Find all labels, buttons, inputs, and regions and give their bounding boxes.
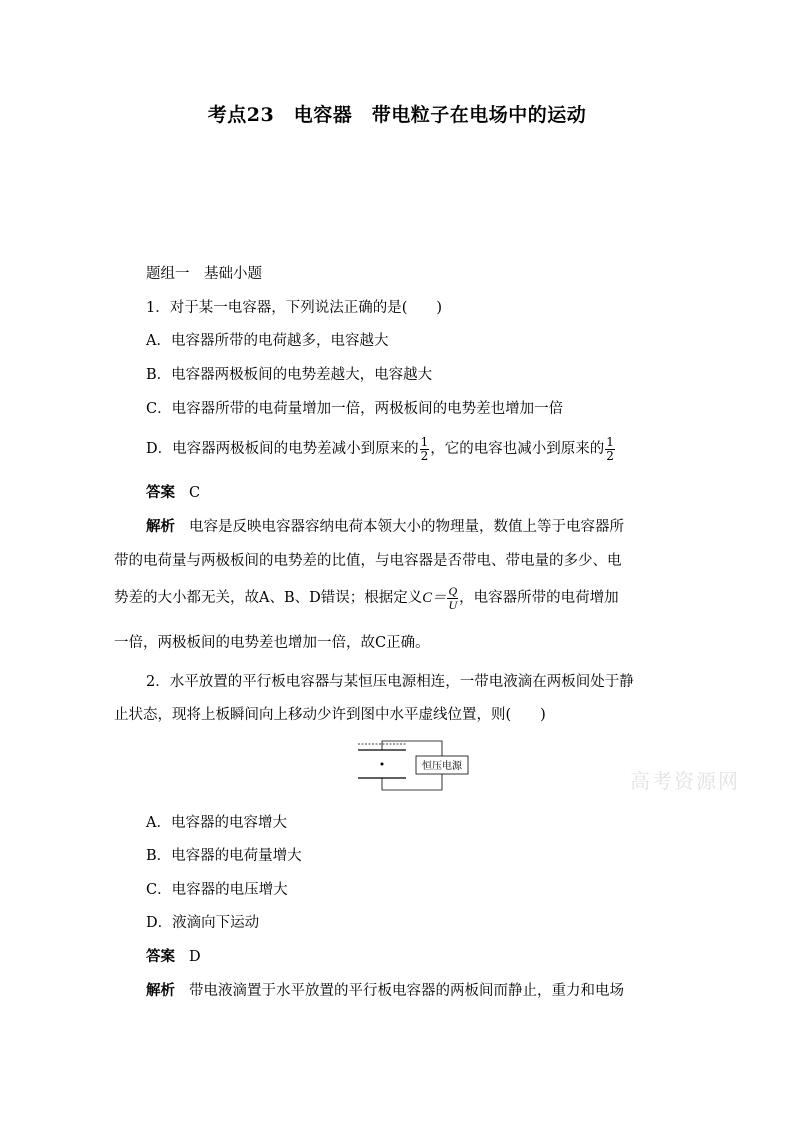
answer-value: D bbox=[189, 949, 201, 965]
answer-label: 答案 bbox=[146, 948, 175, 965]
formula-denominator: U bbox=[448, 597, 458, 612]
q2-option-c: C．电容器的电压增大 bbox=[146, 882, 288, 898]
q1-option-d bbox=[146, 432, 716, 466]
q1-analysis-line-2: 带的电荷量与两极板间的电势差的比值，与电容器是否带电、带电量的多少、电 bbox=[114, 553, 622, 569]
q1-stem: 1．对于某一电容器，下列说法正确的是( ) bbox=[146, 300, 443, 316]
fraction-one-half-2 bbox=[605, 436, 615, 463]
q1-answer bbox=[146, 483, 716, 503]
q2-stem-line-2: 止状态，现将上板瞬间向上移动少许到图中水平虚线位置，则( ) bbox=[114, 707, 546, 723]
q1-option-a: A．电容器所带的电荷越多，电容越大 bbox=[146, 333, 389, 349]
fraction-one-half bbox=[420, 436, 430, 463]
q2-option-d: D．液滴向下运动 bbox=[146, 915, 260, 931]
wire-bottom bbox=[382, 774, 442, 790]
q1-option-b: B．电容器两极板间的电势差越大，电容越大 bbox=[146, 367, 433, 383]
formula-c-equals: C＝ bbox=[422, 590, 447, 606]
q2-option-a: A．电容器的电容增大 bbox=[146, 815, 287, 831]
q2-answer bbox=[146, 947, 716, 967]
q1-option-d-text-2: ，它的电容也减小到原来的 bbox=[430, 441, 605, 457]
section-heading: 题组一 基础小题 bbox=[146, 266, 262, 282]
formula-numerator: Q bbox=[448, 583, 458, 598]
charged-droplet bbox=[381, 763, 384, 766]
answer-value: C bbox=[189, 485, 201, 501]
q2-stem-line-1: 2．水平放置的平行板电容器与某恒压电源相连，一带电液滴在两板间处于静 bbox=[146, 674, 634, 690]
fraction-denominator-2: 2 bbox=[606, 448, 614, 463]
q2-analysis-line-1 bbox=[146, 981, 716, 1001]
analysis-text: ，电容器所带的电荷增加 bbox=[459, 590, 619, 606]
q1-analysis-line-4: 一倍，两极板间的电势差也增加一倍，故C正确。 bbox=[114, 635, 430, 651]
fraction-denominator: 2 bbox=[420, 448, 429, 463]
analysis-text: 势差的大小都无关，故A、B、D错误；根据定义 bbox=[114, 590, 423, 606]
analysis-label: 解析 bbox=[146, 982, 175, 999]
q1-analysis-line-1 bbox=[146, 517, 716, 537]
analysis-label: 解析 bbox=[146, 518, 175, 535]
analysis-text: 带电液滴置于水平放置的平行板电容器的两板间而静止，重力和电场 bbox=[189, 983, 624, 999]
page-title: 考点23 电容器 带电粒子在电场中的运动 bbox=[207, 104, 587, 126]
watermark: 高考资源网 bbox=[630, 769, 740, 793]
wire-top bbox=[382, 741, 442, 756]
fraction-numerator: 1 bbox=[420, 434, 429, 449]
answer-label: 答案 bbox=[146, 484, 175, 501]
q1-analysis-line-3 bbox=[114, 578, 684, 618]
fraction-numerator-2: 1 bbox=[606, 434, 614, 449]
capacitor-circuit-diagram bbox=[356, 740, 471, 792]
analysis-text: 电容是反映电容器容纳电荷本领大小的物理量，数值上等于电容器所 bbox=[189, 519, 624, 535]
q2-option-b: B．电容器的电荷量增大 bbox=[146, 848, 302, 864]
formula-q-over-u bbox=[447, 585, 458, 612]
q1-option-c: C．电容器所带的电荷量增加一倍，两极板间的电势差也增加一倍 bbox=[146, 401, 564, 417]
power-supply-label: 恒压电源 bbox=[422, 761, 462, 772]
q1-option-d-text: D．电容器两极板间的电势差减小到原来的 bbox=[146, 441, 419, 457]
